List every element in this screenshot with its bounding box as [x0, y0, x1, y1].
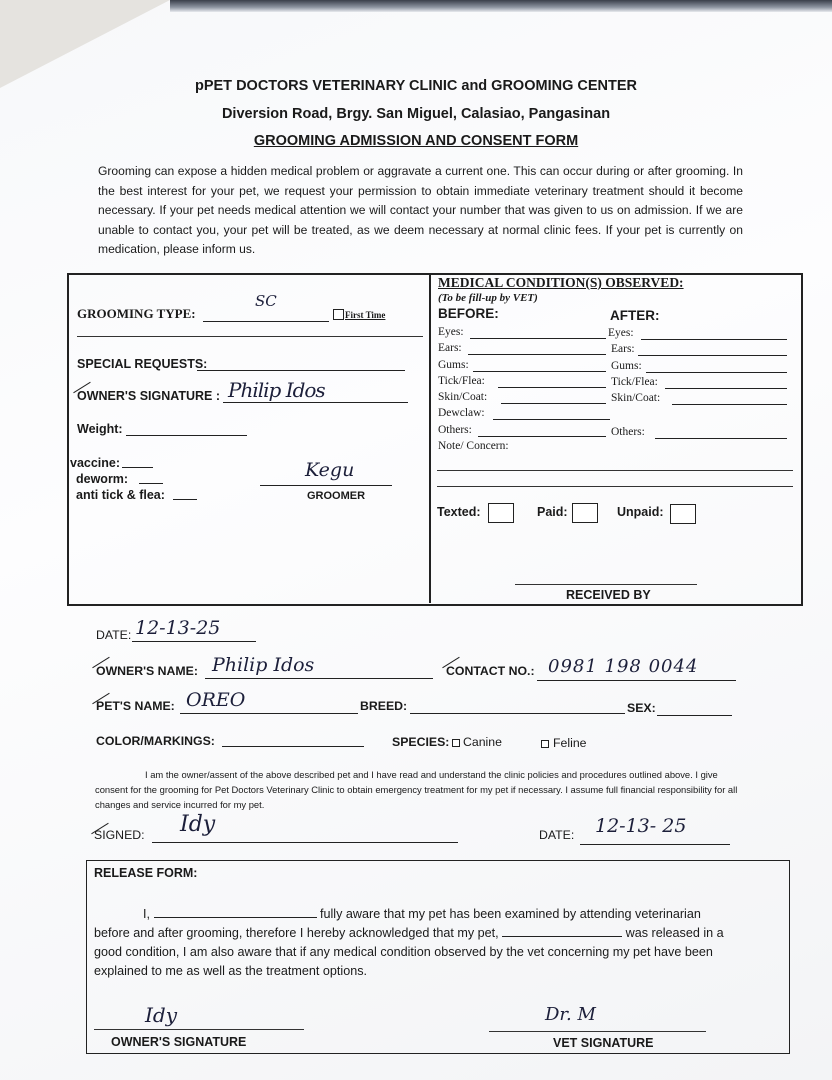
contact-label: CONTACT NO.:: [446, 664, 535, 678]
vet-signature-line[interactable]: [489, 1031, 706, 1032]
note-line-1[interactable]: [437, 470, 793, 471]
sex-label: SEX:: [627, 701, 656, 715]
feline-label: Feline: [553, 736, 587, 750]
canine-checkbox[interactable]: [452, 739, 460, 747]
unpaid-label: Unpaid:: [617, 505, 664, 519]
contact-value: 0981 198 0044: [548, 656, 699, 677]
before-label: BEFORE:: [438, 306, 499, 321]
before-field-label: Others:: [438, 424, 472, 436]
signed-field[interactable]: [152, 842, 458, 843]
paid-checkbox[interactable]: [572, 503, 598, 523]
canine-label: Canine: [463, 735, 502, 749]
release-line-3: good condition, I am also aware that if any medical condition observed by the vet concerning my pet have been: [94, 945, 713, 959]
release-line-2: [94, 924, 784, 943]
unpaid-checkbox[interactable]: [670, 504, 696, 524]
after-field-label: Gums:: [611, 360, 642, 372]
before-field-input[interactable]: [470, 338, 606, 339]
before-field-input[interactable]: [501, 403, 606, 404]
before-field-input[interactable]: [498, 387, 606, 388]
intro-paragraph: Grooming can expose a hidden medical problem or aggravate a current one. This can occur during or after grooming. In the best interest for your pet, we request your permission to obtain immediate veterinary treatment should it become necessary. If your pet needs medical attention we will contact your number that was given to us on admission. If we are unable to contact you, your pet will be treated, as we deem necessary at normal clinic fees. If your pet is currently on medication, please inform us.: [98, 164, 743, 257]
after-field-label: Tick/Flea:: [611, 376, 658, 388]
groomer-signature-line[interactable]: [260, 485, 392, 486]
first-time-label: First Time: [345, 310, 386, 320]
grooming-type-field[interactable]: [203, 321, 329, 322]
release-line-4: explained to me as well as the treatment options.: [94, 964, 368, 978]
after-field-input[interactable]: [655, 438, 787, 439]
release-text-1: fully aware that my pet has been examined by attending veterinarian: [320, 907, 701, 921]
release-pet-name-field[interactable]: [502, 924, 622, 937]
species-label: SPECIES:: [392, 735, 450, 749]
paid-label: Paid:: [537, 505, 568, 519]
color-markings-field[interactable]: [222, 746, 364, 747]
release-text-3: was released in a: [625, 926, 724, 940]
consent-text: I am the owner/assent of the above described pet and I have read and understand the clinic policies and procedures outlined above. I give consent for the grooming for Pet Doctors Veterinary Clinic to obtain emergency treatment for my pet if necessary. I assume full financial responsibility for all changes and service incurred for my pet.: [95, 769, 738, 810]
date-field[interactable]: [132, 641, 256, 642]
clinic-address: Diversion Road, Brgy. San Miguel, Calasiao, Pangasinan: [221, 106, 611, 122]
release-owner-name-field[interactable]: [154, 905, 317, 918]
consent-date-value: 12-13- 25: [595, 815, 687, 837]
received-by-label: RECEIVED BY: [566, 588, 651, 602]
anti-tick-flea-label: anti tick & flea:: [76, 488, 165, 502]
release-form-title: RELEASE FORM:: [94, 866, 198, 880]
breed-label: BREED:: [360, 699, 408, 713]
release-owner-signature-line[interactable]: [94, 1029, 304, 1030]
after-field-label: Eyes:: [608, 327, 634, 339]
after-label: AFTER:: [610, 308, 660, 323]
texted-label: Texted:: [437, 505, 481, 519]
grooming-medical-box: [67, 273, 803, 606]
pet-name-label: PET'S NAME:: [96, 699, 175, 713]
groomer-label: GROOMER: [307, 490, 366, 502]
owner-name-label: OWNER'S NAME:: [96, 664, 198, 678]
after-field-input[interactable]: [665, 388, 787, 389]
date-value: 12-13-25: [135, 617, 221, 639]
release-owner-signature-label: OWNER'S SIGNATURE: [111, 1035, 247, 1049]
release-owner-signature: Idy: [145, 1003, 178, 1027]
release-i: I,: [143, 907, 150, 921]
owner-signature-label: OWNER'S SIGNATURE :: [77, 389, 221, 403]
sex-field[interactable]: [657, 715, 732, 716]
pet-name-field[interactable]: [180, 713, 358, 714]
release-text-2: before and after grooming, therefore I hereby acknowledged that my pet,: [94, 926, 499, 940]
color-markings-label: COLOR/MARKINGS:: [96, 734, 215, 748]
note-concern-label: Note/ Concern:: [438, 440, 509, 452]
folded-corner: [0, 0, 170, 88]
box-divider: [429, 274, 431, 603]
after-field-input[interactable]: [672, 404, 787, 405]
after-field-input[interactable]: [638, 355, 787, 356]
anti-tick-flea-field[interactable]: [173, 499, 197, 500]
special-requests-field[interactable]: [197, 370, 405, 371]
release-line-1: [94, 905, 784, 924]
groomer-signature-handwriting: Kegu: [305, 459, 355, 481]
after-field-label: Ears:: [611, 343, 635, 355]
scan-edge-shadow: [170, 0, 832, 12]
after-field-input[interactable]: [646, 372, 787, 373]
contact-field[interactable]: [537, 680, 736, 681]
before-field-input[interactable]: [468, 354, 606, 355]
vaccine-field[interactable]: [122, 467, 153, 468]
medical-title: MEDICAL CONDITION(S) OBSERVED:: [438, 275, 684, 290]
pet-name-value: OREO: [186, 689, 246, 711]
before-field-input[interactable]: [478, 436, 606, 437]
before-field-input[interactable]: [473, 371, 606, 372]
grooming-type-extra-line: [77, 336, 423, 337]
texted-checkbox[interactable]: [488, 503, 514, 523]
owner-signature-field[interactable]: [223, 402, 408, 403]
signed-signature: Idy: [180, 812, 216, 837]
after-field-label: Others:: [611, 426, 645, 438]
deworm-label: deworm:: [76, 472, 129, 486]
after-field-input[interactable]: [641, 339, 787, 340]
note-line-2[interactable]: [437, 486, 793, 487]
before-field-input[interactable]: [493, 419, 610, 420]
deworm-field[interactable]: [139, 483, 163, 484]
form-title: GROOMING ADMISSION AND CONSENT FORM: [253, 133, 579, 149]
vet-signature-label: VET SIGNATURE: [553, 1036, 654, 1050]
after-field-label: Skin/Coat:: [611, 392, 661, 404]
feline-checkbox[interactable]: [541, 740, 549, 748]
medical-subtitle: (To be fill-up by VET): [438, 292, 538, 304]
before-field-label: Dewclaw:: [438, 407, 485, 419]
owner-name-value: Philip Idos: [212, 654, 315, 676]
grooming-type-value: SC: [255, 292, 277, 310]
before-field-label: Skin/Coat:: [438, 391, 488, 403]
consent-date-label: DATE:: [539, 828, 575, 842]
clinic-name: pPET DOCTORS VETERINARY CLINIC and GROOMING CENTER: [194, 78, 637, 94]
weight-field[interactable]: [126, 435, 247, 436]
owner-signature-handwriting: Philip Idos: [228, 378, 325, 402]
date-label: DATE:: [96, 628, 132, 642]
first-time-checkbox[interactable]: [333, 309, 344, 320]
vet-signature: Dr. M: [545, 1004, 596, 1025]
before-field-label: Eyes:: [438, 326, 464, 338]
before-field-label: Tick/Flea:: [438, 375, 485, 387]
weight-label: Weight:: [77, 422, 123, 436]
signed-label: SIGNED:: [94, 828, 145, 842]
breed-field[interactable]: [410, 713, 625, 714]
grooming-type-label: GROOMING TYPE:: [77, 306, 196, 321]
special-requests-label: SPECIAL REQUESTS:: [77, 357, 208, 371]
received-by-line[interactable]: [515, 584, 697, 585]
consent-date-field[interactable]: [580, 844, 730, 845]
before-field-label: Ears:: [438, 342, 462, 354]
before-field-label: Gums:: [438, 359, 469, 371]
owner-name-field[interactable]: [205, 678, 433, 679]
vaccine-label: vaccine:: [70, 456, 121, 470]
